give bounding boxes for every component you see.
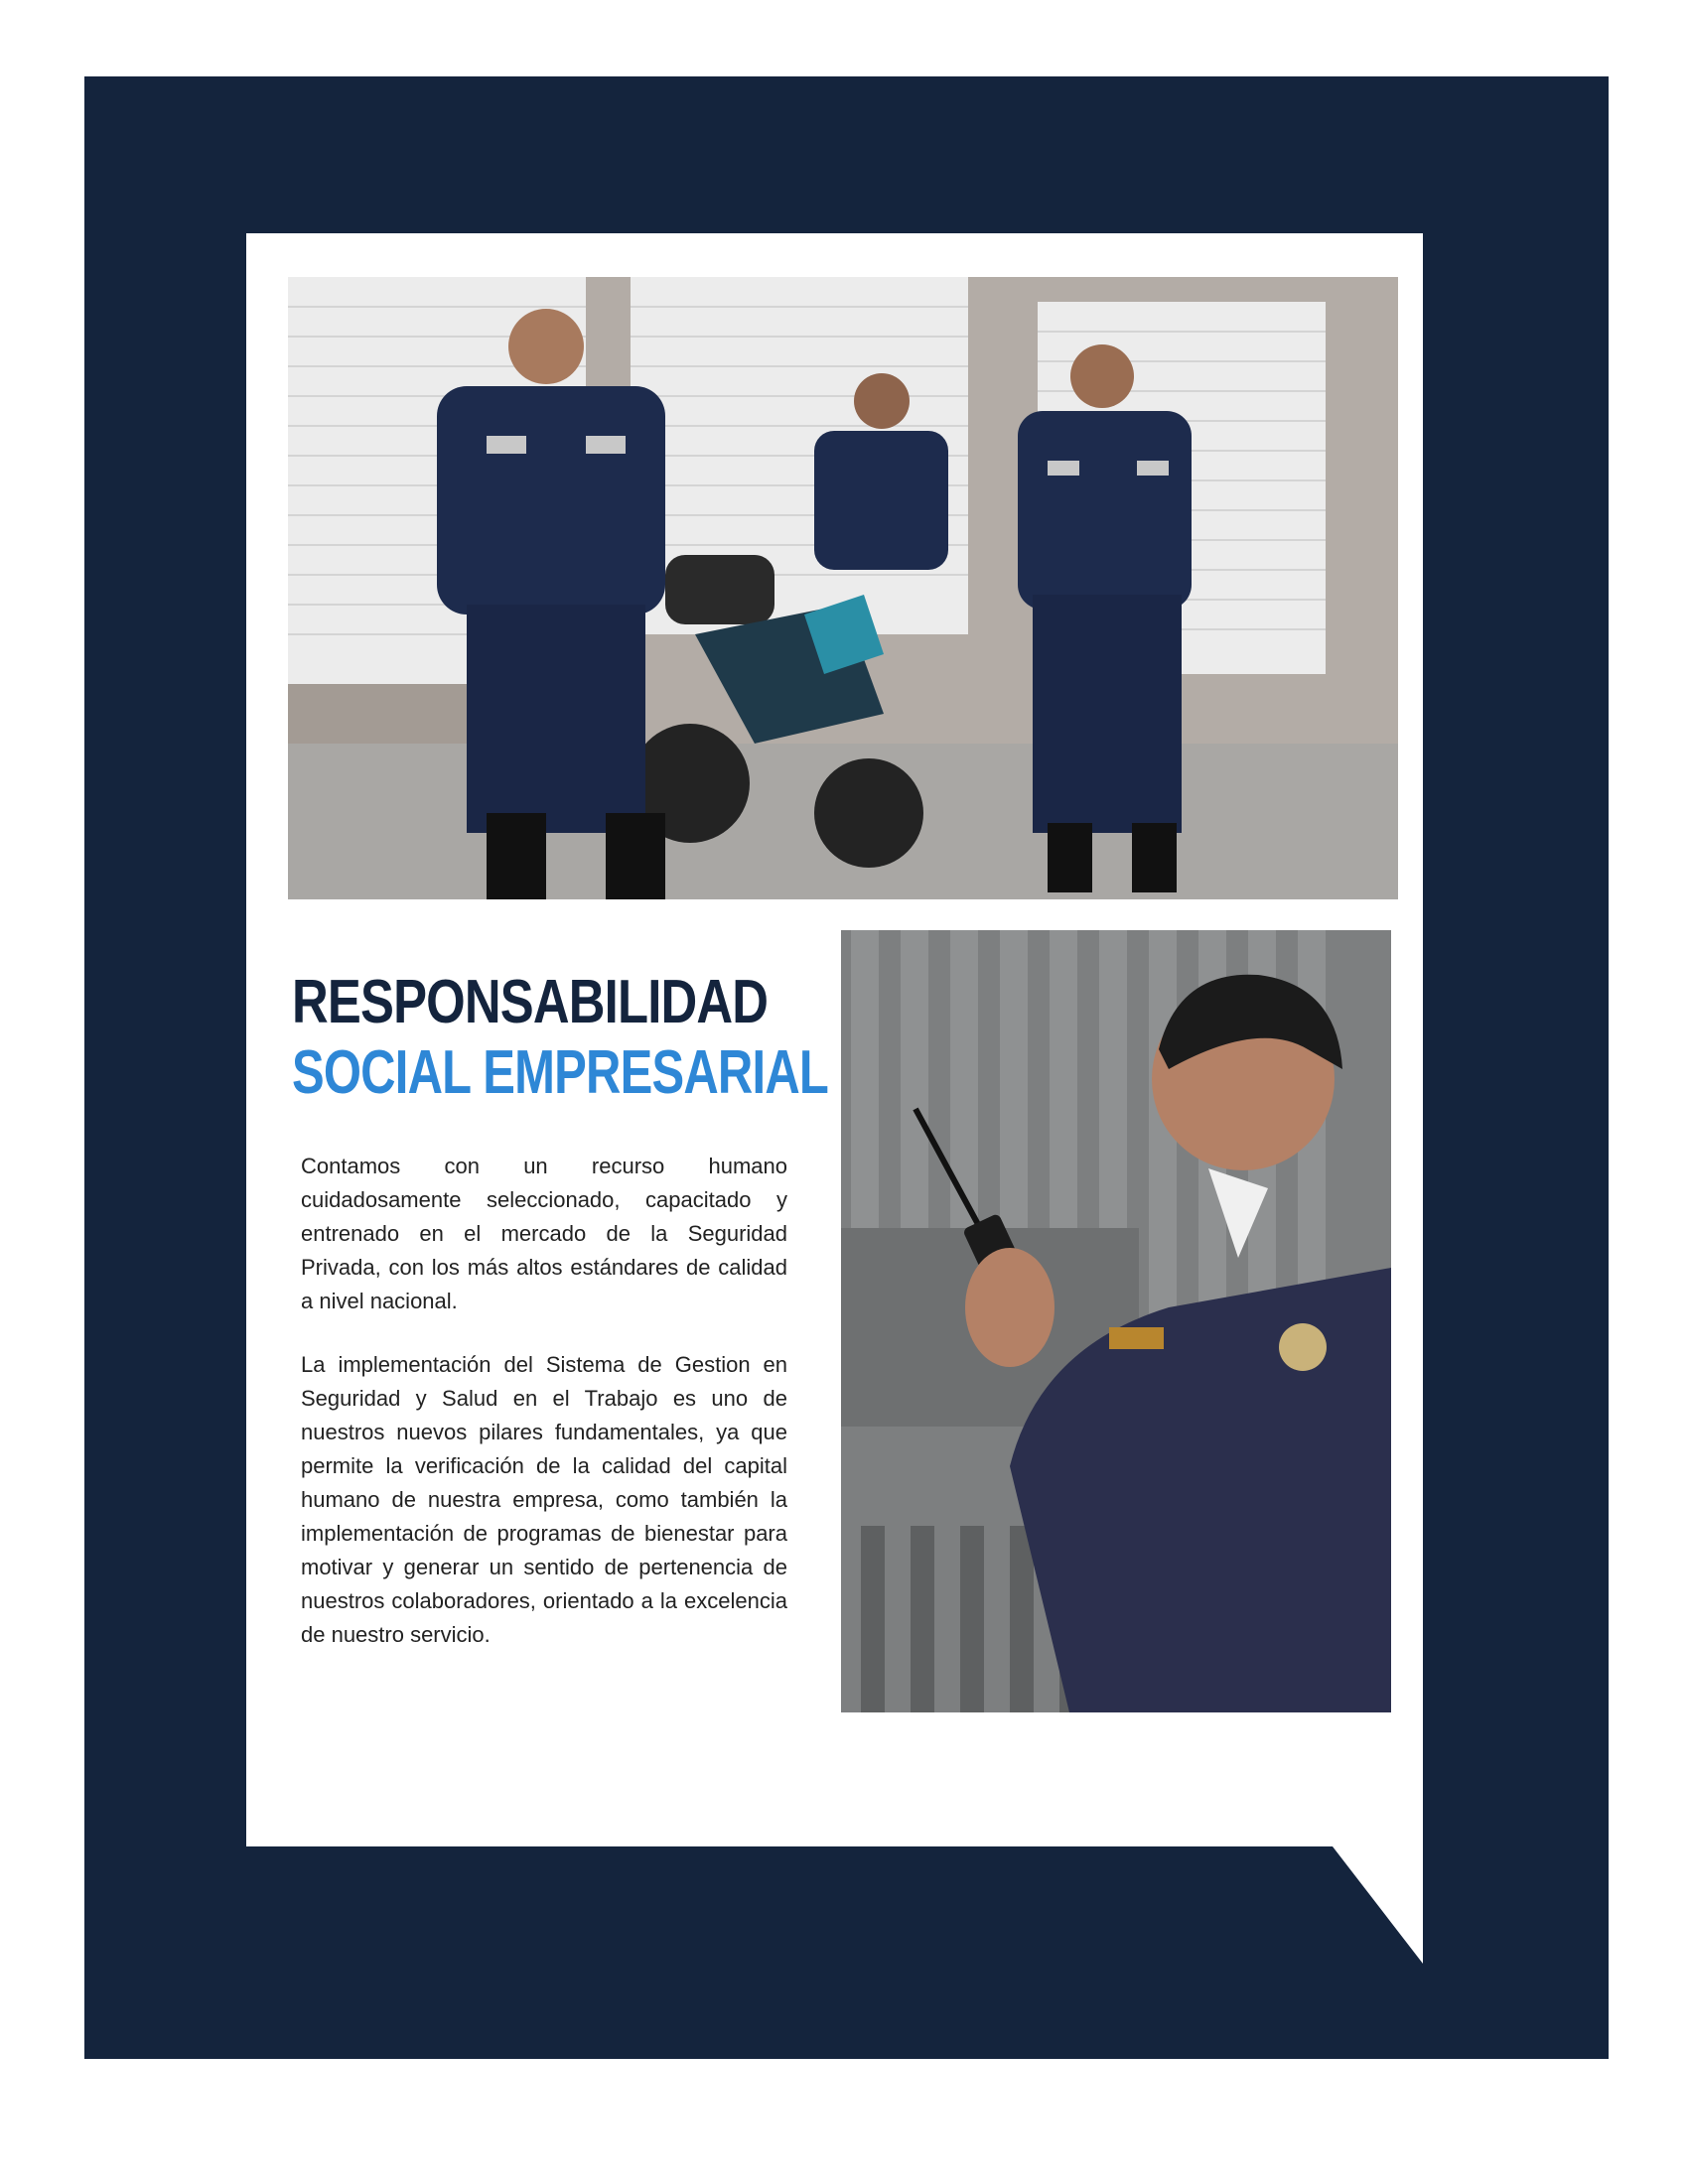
intro-paragraph: Contamos con un recurso humano cuidadosamente seleccionado, capacitado y entrenado en el mercado de la Seguridad Privada, con los más altos estándares de calidad a nivel nacional. <box>301 1154 787 1313</box>
guard-radio-photo <box>841 930 1391 1712</box>
heading-line-2: SOCIAL EMPRESARIAL <box>292 1038 829 1107</box>
sgsst-paragraph: La implementación del Sistema de Gestion en Seguridad y Salud en el Trabajo es uno de nuestros nuevos pilares fundamentales, ya que permite la verificación de la calidad del capital humano de nuestra empresa, como también la implementación de programas de bienestar para motivar y generar un sentido de pertenencia de nuestros colaboradores, orientado a la excelencia de nuestro servicio. <box>301 1352 787 1647</box>
heading-line-1: RESPONSABILIDAD <box>292 968 769 1036</box>
section-heading <box>292 968 828 1109</box>
guards-motorcycle-photo <box>288 277 1398 899</box>
